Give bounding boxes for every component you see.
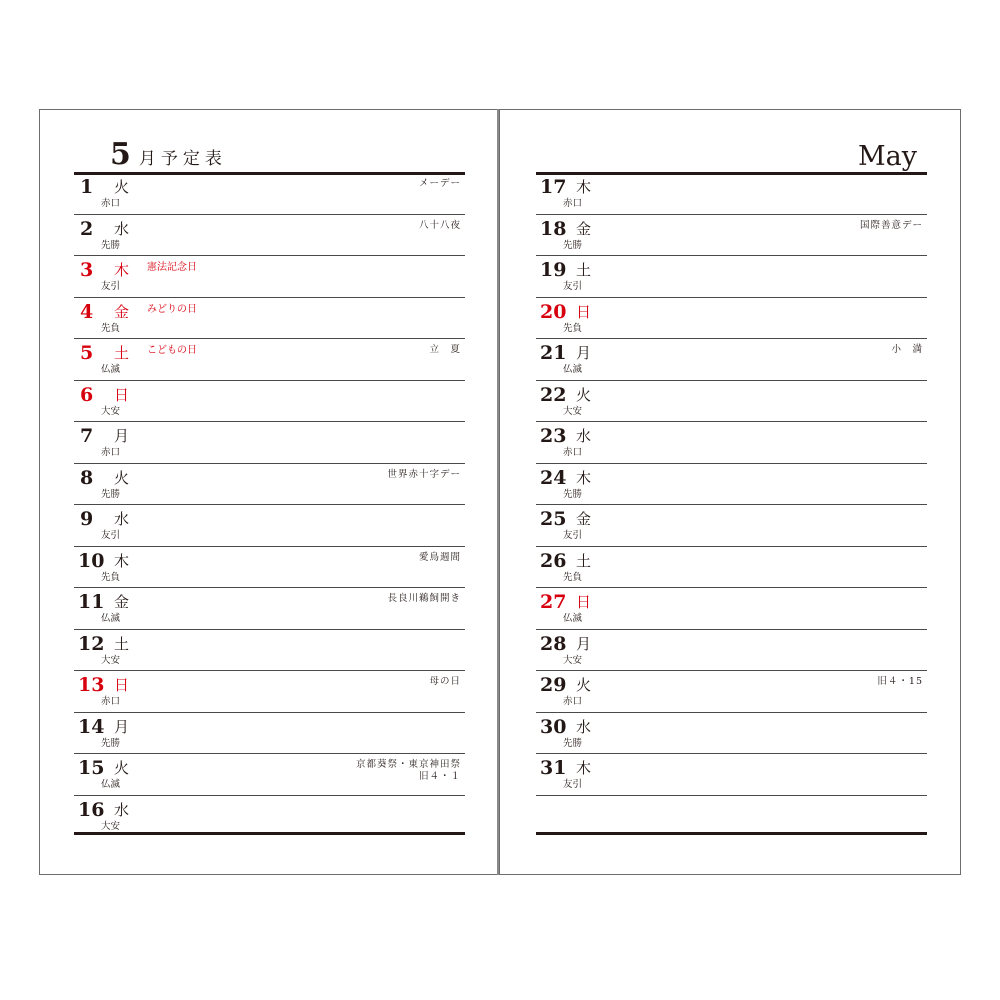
month-english-title: May xyxy=(858,141,917,172)
right-day-list xyxy=(536,173,927,796)
day-number: 1 xyxy=(80,176,94,198)
rokuyo-label: 先負 xyxy=(563,322,583,334)
event-note: 小 満 xyxy=(891,344,923,355)
weekday-label: 土 xyxy=(576,551,592,570)
weekday-label: 火 xyxy=(114,178,130,196)
day-number: 22 xyxy=(540,383,567,406)
rokuyo-label: 先勝 xyxy=(563,488,583,500)
rokuyo-label: 赤口 xyxy=(101,198,121,209)
weekday-label: 日 xyxy=(114,385,130,404)
day-row[interactable] xyxy=(74,713,465,755)
day-row[interactable] xyxy=(74,754,465,796)
holiday-label: こどもの日 xyxy=(147,345,197,356)
rokuyo-label: 友引 xyxy=(563,779,583,790)
day-row[interactable] xyxy=(536,630,927,672)
event-note: 八十八夜 xyxy=(418,219,461,231)
rokuyo-label: 大安 xyxy=(563,405,583,417)
rokuyo-label: 赤口 xyxy=(563,198,583,209)
weekday-label: 金 xyxy=(114,302,130,321)
day-row[interactable] xyxy=(74,630,465,672)
day-row[interactable] xyxy=(74,547,465,589)
day-row[interactable] xyxy=(74,796,465,838)
day-row[interactable] xyxy=(74,671,465,713)
weekday-label: 月 xyxy=(114,427,130,445)
weekday-label: 水 xyxy=(576,427,592,445)
left-day-list xyxy=(74,173,465,837)
rokuyo-label: 先負 xyxy=(563,571,583,583)
rokuyo-label: 先勝 xyxy=(101,239,121,251)
rokuyo-label: 友引 xyxy=(101,281,121,292)
day-row[interactable] xyxy=(536,215,927,257)
day-row[interactable] xyxy=(74,256,465,298)
weekday-label: 日 xyxy=(576,593,592,611)
day-number: 10 xyxy=(78,549,105,572)
weekday-label: 水 xyxy=(114,800,130,819)
day-number: 26 xyxy=(540,549,567,572)
weekday-label: 月 xyxy=(576,634,592,653)
day-number: 21 xyxy=(540,342,567,364)
weekday-label: 日 xyxy=(114,676,130,694)
weekday-label: 土 xyxy=(114,634,130,653)
day-row[interactable] xyxy=(74,298,465,340)
rokuyo-label: 友引 xyxy=(101,530,121,541)
day-row[interactable] xyxy=(536,547,927,589)
day-number: 23 xyxy=(540,425,567,447)
day-row[interactable] xyxy=(536,256,927,298)
day-number: 3 xyxy=(80,259,94,281)
day-number: 8 xyxy=(80,466,94,489)
rokuyo-label: 大安 xyxy=(563,654,583,666)
weekday-label: 木 xyxy=(576,468,592,487)
day-number: 15 xyxy=(78,757,105,779)
weekday-label: 水 xyxy=(114,510,130,528)
rokuyo-label: 仏滅 xyxy=(101,613,121,624)
day-number: 6 xyxy=(80,383,94,406)
rokuyo-label: 先勝 xyxy=(563,239,583,251)
day-row[interactable] xyxy=(74,505,465,547)
rokuyo-label: 先負 xyxy=(101,571,121,583)
rokuyo-label: 大安 xyxy=(101,405,121,417)
day-row[interactable] xyxy=(74,422,465,464)
day-number: 2 xyxy=(80,217,94,240)
weekday-label: 木 xyxy=(576,178,592,196)
day-row[interactable] xyxy=(536,381,927,423)
weekday-label: 火 xyxy=(576,676,592,694)
month-number: 5 xyxy=(110,137,131,172)
event-note: 世界赤十字デー xyxy=(387,468,461,480)
day-row[interactable] xyxy=(536,339,927,381)
holiday-label: みどりの日 xyxy=(147,303,197,315)
rokuyo-label: 赤口 xyxy=(563,696,583,707)
event-note: メーデー xyxy=(418,178,461,189)
event-note: 母の日 xyxy=(429,676,461,687)
day-number: 17 xyxy=(540,176,567,198)
day-number: 29 xyxy=(540,674,567,696)
day-number: 31 xyxy=(540,757,567,779)
day-number: 11 xyxy=(78,591,105,613)
event-note: 愛鳥週間 xyxy=(418,551,461,563)
rokuyo-label: 赤口 xyxy=(101,447,121,458)
day-number: 18 xyxy=(540,217,567,240)
day-number: 4 xyxy=(80,300,94,323)
day-number: 9 xyxy=(80,508,94,530)
day-number: 5 xyxy=(80,342,94,364)
rokuyo-label: 友引 xyxy=(563,530,583,541)
weekday-label: 金 xyxy=(114,593,130,611)
rokuyo-label: 仏滅 xyxy=(101,364,121,375)
day-number: 12 xyxy=(78,632,105,655)
day-row[interactable] xyxy=(536,588,927,630)
day-row[interactable] xyxy=(536,754,927,796)
rokuyo-label: 先勝 xyxy=(101,737,121,749)
day-row[interactable] xyxy=(74,464,465,506)
weekday-label: 木 xyxy=(576,759,592,777)
day-number: 27 xyxy=(540,591,567,613)
rokuyo-label: 仏滅 xyxy=(563,613,583,624)
day-row[interactable] xyxy=(536,298,927,340)
event-note: 長良川鵜飼開き xyxy=(387,593,461,604)
month-label: 月予定表 xyxy=(138,149,227,169)
left-bottom-rule xyxy=(74,832,465,835)
day-number: 25 xyxy=(540,508,567,530)
rokuyo-label: 仏滅 xyxy=(563,364,583,375)
event-note: 京都葵祭・東京神田祭 旧４・１ xyxy=(355,759,461,782)
day-row[interactable] xyxy=(74,381,465,423)
event-note: 旧４・15 xyxy=(877,676,923,687)
weekday-label: 木 xyxy=(114,261,130,279)
rokuyo-label: 友引 xyxy=(563,281,583,292)
day-row[interactable] xyxy=(74,588,465,630)
rokuyo-label: 赤口 xyxy=(101,696,121,707)
day-number: 7 xyxy=(80,425,94,447)
day-number: 14 xyxy=(78,715,105,738)
day-row[interactable] xyxy=(536,422,927,464)
day-row[interactable] xyxy=(536,173,927,215)
weekday-label: 木 xyxy=(114,551,130,570)
rokuyo-label: 先勝 xyxy=(101,488,121,500)
day-row[interactable] xyxy=(536,713,927,755)
rokuyo-label: 赤口 xyxy=(563,447,583,458)
day-number: 16 xyxy=(78,798,105,821)
weekday-label: 金 xyxy=(576,510,592,528)
weekday-label: 日 xyxy=(576,302,592,321)
page-title xyxy=(110,137,227,177)
day-row[interactable] xyxy=(536,464,927,506)
day-row[interactable] xyxy=(74,339,465,381)
day-row[interactable] xyxy=(536,671,927,713)
weekday-label: 水 xyxy=(114,219,130,238)
day-row[interactable] xyxy=(74,215,465,257)
weekday-label: 月 xyxy=(114,717,130,736)
day-number: 13 xyxy=(78,674,105,696)
weekday-label: 火 xyxy=(114,759,130,777)
day-number: 28 xyxy=(540,632,567,655)
rokuyo-label: 大安 xyxy=(101,654,121,666)
rokuyo-label: 先負 xyxy=(101,322,121,334)
right-bottom-rule xyxy=(536,832,927,835)
page-spine xyxy=(497,109,499,875)
day-number: 24 xyxy=(540,466,567,489)
weekday-label: 火 xyxy=(576,385,592,404)
rokuyo-label: 仏滅 xyxy=(101,779,121,790)
weekday-label: 月 xyxy=(576,344,592,362)
weekday-label: 土 xyxy=(114,344,130,362)
rokuyo-label: 大安 xyxy=(101,820,121,832)
day-number: 19 xyxy=(540,259,567,281)
weekday-label: 金 xyxy=(576,219,592,238)
rokuyo-label: 先勝 xyxy=(563,737,583,749)
weekday-label: 水 xyxy=(576,717,592,736)
event-note: 国際善意デー xyxy=(859,219,923,231)
day-number: 20 xyxy=(540,300,567,323)
weekday-label: 土 xyxy=(576,261,592,279)
day-row[interactable] xyxy=(74,173,465,215)
holiday-label: 憲法記念日 xyxy=(147,262,197,273)
day-row[interactable] xyxy=(536,505,927,547)
weekday-label: 火 xyxy=(114,468,130,487)
day-number: 30 xyxy=(540,715,567,738)
event-note: 立 夏 xyxy=(429,344,461,355)
